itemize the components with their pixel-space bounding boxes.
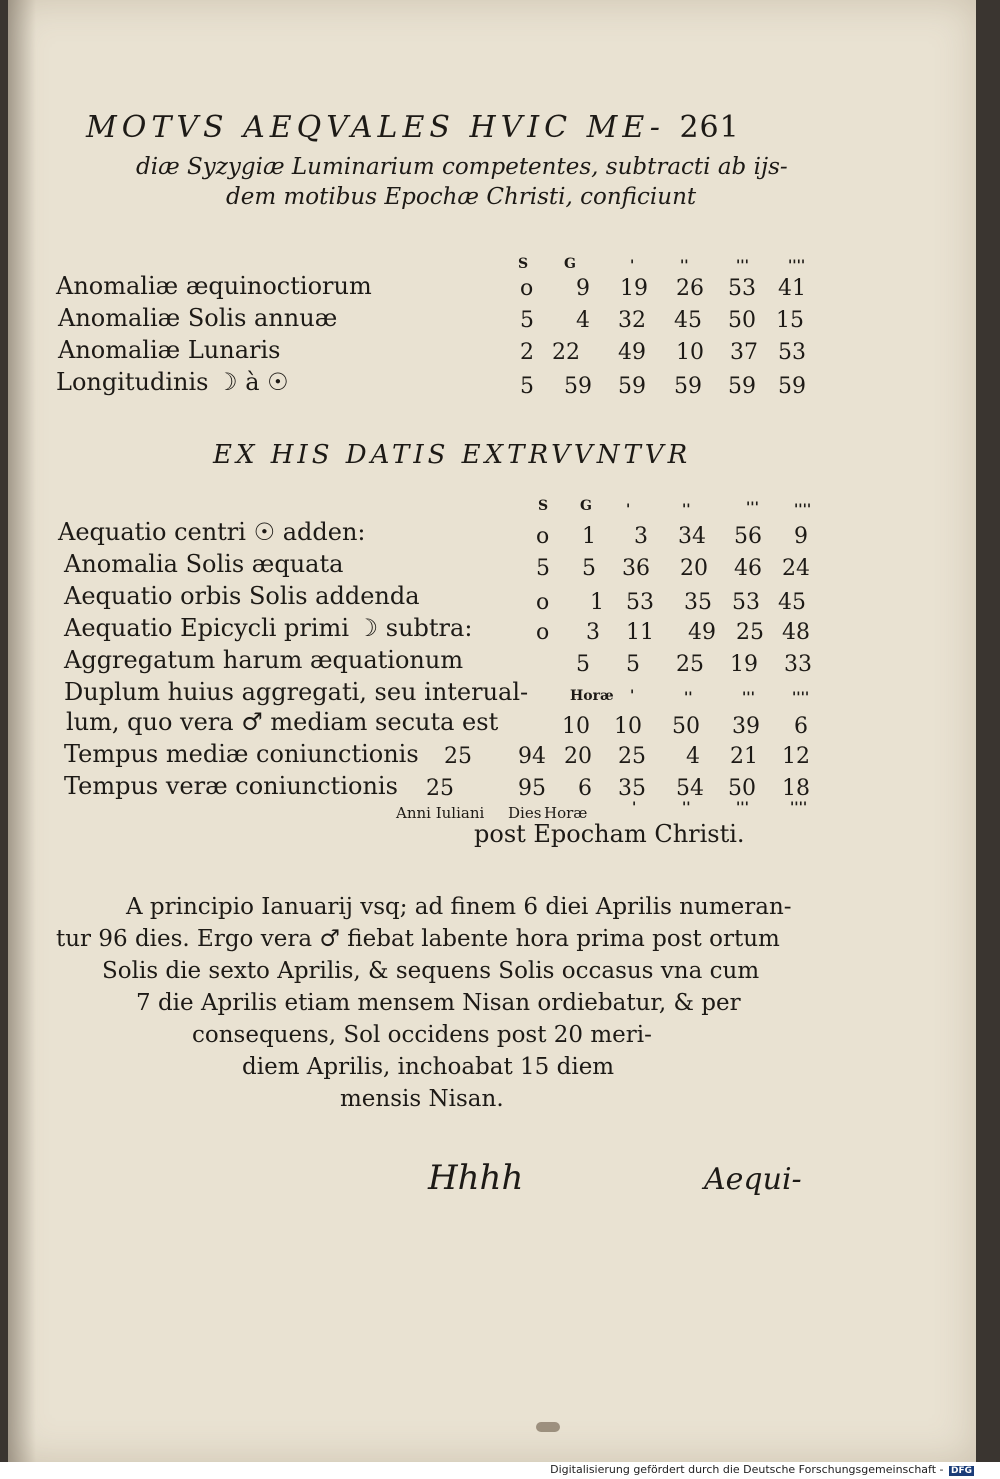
paragraph-line: 7 die Aprilis etiam mensem Nisan ordiebatur, & per xyxy=(136,990,741,1016)
table-cell: 10 xyxy=(562,714,590,739)
table-cell: 26 xyxy=(676,276,704,301)
table-cell: 9 xyxy=(794,524,808,549)
table-cell: 6 xyxy=(794,714,808,739)
duplum-label-line-2: lum, quo vera ♂ mediam secuta est xyxy=(66,708,499,736)
table-cell: 24 xyxy=(782,556,810,581)
table-row-label: Longitudinis ☽ à ☉ xyxy=(56,368,289,396)
table-row-label: Anomaliæ æquinoctiorum xyxy=(56,272,372,300)
table2-header: '''' xyxy=(794,502,812,518)
table-cell: 25 xyxy=(618,744,646,769)
table-cell: 35 xyxy=(618,776,646,801)
paragraph-line: diem Aprilis, inchoabat 15 diem xyxy=(242,1054,615,1080)
table-cell: 4 xyxy=(576,308,590,333)
table-cell: 3 xyxy=(634,524,648,549)
table-cell: 5 xyxy=(626,652,640,677)
table-cell: 19 xyxy=(730,652,758,677)
table-cell: 95 xyxy=(518,776,546,801)
signature-mark: Hhhh xyxy=(428,1158,524,1198)
table-cell: 39 xyxy=(732,714,760,739)
gutter-shadow xyxy=(8,0,36,1462)
table-cell: 19 xyxy=(620,276,648,301)
table-cell: 50 xyxy=(728,308,756,333)
table-cell: 53 xyxy=(732,590,760,615)
table-row-label: Anomalia Solis æquata xyxy=(64,550,344,578)
minute-mark: ''' xyxy=(736,800,749,816)
hora-header: '' xyxy=(684,690,693,706)
table-cell: 32 xyxy=(618,308,646,333)
table-cell: 12 xyxy=(782,744,810,769)
table-row-label: Aequatio Epicycli primi ☽ subtra: xyxy=(64,614,473,642)
table-cell: 15 xyxy=(776,308,804,333)
table-cell: 5 xyxy=(582,556,596,581)
table-cell: 10 xyxy=(676,340,704,365)
table-cell: 50 xyxy=(728,776,756,801)
table-cell: 6 xyxy=(578,776,592,801)
table-cell: 56 xyxy=(734,524,762,549)
ornament-icon xyxy=(536,1422,560,1432)
digitization-footer xyxy=(550,1463,974,1476)
table-cell: 45 xyxy=(778,590,806,615)
tempus-year: 25 xyxy=(426,776,454,801)
table-cell: 1 xyxy=(590,590,604,615)
paragraph-line: mensis Nisan. xyxy=(340,1086,504,1112)
page-number: 261 xyxy=(679,110,740,145)
table-cell: 2 xyxy=(520,340,534,365)
heading-text: MOTVS AEQVALES HVIC ME- xyxy=(86,110,665,145)
table1-header: G xyxy=(564,256,576,272)
hora-header: ' xyxy=(630,688,635,704)
table2-header: S xyxy=(538,498,549,514)
table-cell: 21 xyxy=(730,744,758,769)
table-cell: 59 xyxy=(564,374,592,399)
heading-line-3: dem motibus Epochæ Christi, conficiunt xyxy=(226,184,697,210)
table-cell: 37 xyxy=(730,340,758,365)
table1-header: '''' xyxy=(788,258,806,274)
hora-header: '''' xyxy=(792,690,810,706)
table1-header: ''' xyxy=(736,258,749,274)
catchword: Aequi- xyxy=(704,1162,802,1197)
post-epocham-line: post Epocham Christi. xyxy=(474,820,745,848)
table-cell: 3 xyxy=(586,620,600,645)
table-cell: 59 xyxy=(728,374,756,399)
table-cell: 36 xyxy=(622,556,650,581)
tempus-year: 25 xyxy=(444,744,472,769)
table-cell: 35 xyxy=(684,590,712,615)
table-cell: 34 xyxy=(678,524,706,549)
table-cell: 5 xyxy=(520,374,534,399)
horae-label: Horæ xyxy=(544,804,588,822)
table-cell: 59 xyxy=(618,374,646,399)
table-cell: 46 xyxy=(734,556,762,581)
table-cell: 10 xyxy=(614,714,642,739)
footer-text: Digitalisierung gefördert durch die Deutsche Forschungsgemeinschaft - xyxy=(550,1463,944,1476)
table-cell: 49 xyxy=(688,620,716,645)
table-cell: 22 xyxy=(552,340,580,365)
paragraph-line: A principio Ianuarij vsq; ad finem 6 diei Aprilis numeran- xyxy=(126,894,792,920)
table-cell: 94 xyxy=(518,744,546,769)
heading-line-1 xyxy=(86,110,740,145)
heading-line-2: diæ Syzygiæ Luminarium competentes, subtracti ab ijs- xyxy=(136,154,788,180)
tempus-label: Tempus mediæ coniunctionis xyxy=(64,740,419,768)
table-cell: 5 xyxy=(520,308,534,333)
paragraph-line: Solis die sexto Aprilis, & sequens Solis occasus vna cum xyxy=(102,958,760,984)
table1-header: S xyxy=(518,256,529,272)
table-cell: 5 xyxy=(576,652,590,677)
table-cell: 59 xyxy=(674,374,702,399)
table-row-label: Aggregatum harum æquationum xyxy=(64,646,464,674)
duplum-label-line-1: Duplum huius aggregati, seu interual- xyxy=(64,678,529,706)
table2-header: ' xyxy=(626,502,631,518)
minute-mark: '' xyxy=(682,800,691,816)
table-cell: 11 xyxy=(626,620,654,645)
table-cell: 50 xyxy=(672,714,700,739)
table2-header: G xyxy=(580,498,592,514)
paragraph-line: consequens, Sol occidens post 20 meri- xyxy=(192,1022,652,1048)
table-cell: 25 xyxy=(736,620,764,645)
table-cell: 45 xyxy=(674,308,702,333)
table-row-label: Aequatio centri ☉ adden: xyxy=(58,518,366,546)
paragraph-line: tur 96 dies. Ergo vera ♂ fiebat labente hora prima post ortum xyxy=(56,926,780,952)
table-cell: o xyxy=(520,276,534,301)
table-row-label: Anomaliæ Lunaris xyxy=(58,336,281,364)
minute-mark: '''' xyxy=(790,800,808,816)
table-cell: o xyxy=(536,620,550,645)
table-cell: 49 xyxy=(618,340,646,365)
table-cell: 53 xyxy=(778,340,806,365)
table-cell: 41 xyxy=(778,276,806,301)
dfg-logo: DFG xyxy=(950,1466,972,1476)
anni-label: Anni Iuliani xyxy=(396,804,485,822)
table-cell: 33 xyxy=(784,652,812,677)
table-cell: 18 xyxy=(782,776,810,801)
hora-header: Horæ xyxy=(570,688,614,704)
table-cell: 20 xyxy=(680,556,708,581)
table-cell: 59 xyxy=(778,374,806,399)
table-cell: 48 xyxy=(782,620,810,645)
table-row-label: Anomaliæ Solis annuæ xyxy=(58,304,338,332)
table2-header: ''' xyxy=(746,500,759,516)
table-row-label: Aequatio orbis Solis addenda xyxy=(64,582,420,610)
table-cell: 20 xyxy=(564,744,592,769)
table-cell: 54 xyxy=(676,776,704,801)
minute-mark: ' xyxy=(632,800,637,816)
table-cell: 4 xyxy=(686,744,700,769)
table-cell: 53 xyxy=(728,276,756,301)
table1-header: ' xyxy=(630,258,635,274)
table-cell: o xyxy=(536,524,550,549)
table-cell: o xyxy=(536,590,550,615)
table-cell: 53 xyxy=(626,590,654,615)
table2-header: '' xyxy=(682,502,691,518)
table-cell: 25 xyxy=(676,652,704,677)
section-title: EX HIS DATIS EXTRVVNTVR xyxy=(213,440,692,470)
tempus-label: Tempus veræ coniunctionis xyxy=(64,772,398,800)
dies-label: Dies xyxy=(508,804,542,822)
table-cell: 9 xyxy=(576,276,590,301)
hora-header: ''' xyxy=(742,690,755,706)
table-cell: 5 xyxy=(536,556,550,581)
table-cell: 1 xyxy=(582,524,596,549)
table1-header: '' xyxy=(680,258,689,274)
book-page xyxy=(8,0,976,1462)
